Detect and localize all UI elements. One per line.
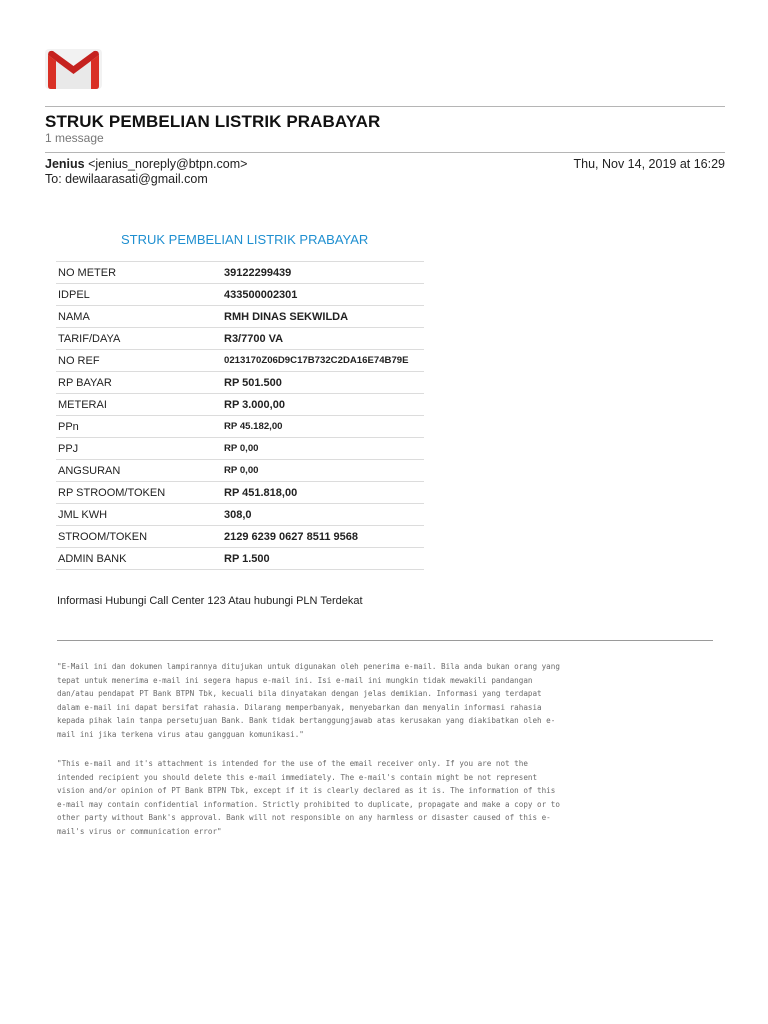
row-value: RMH DINAS SEKWILDA	[222, 306, 424, 328]
table-row	[56, 504, 424, 526]
row-label: RP BAYAR	[56, 372, 222, 394]
table-row	[56, 548, 424, 570]
table-row	[56, 438, 424, 460]
disclaimer-line: kepada pihak lain tanpa persetujuan Bank. Bank tidak bertanggungjawab atas kerusakan yang diakibatkan oleh e-	[57, 716, 556, 726]
message-count: 1 message	[45, 131, 104, 145]
row-label: TARIF/DAYA	[56, 328, 222, 350]
row-label: METERAI	[56, 394, 222, 416]
sender-email[interactable]: <jenius_noreply@btpn.com>	[88, 157, 248, 171]
row-label: PPJ	[56, 438, 222, 460]
disclaimer-line: intended recipient you should delete this e-mail immediately. The e-mail's contain might be not represent	[57, 772, 538, 782]
table-row	[56, 350, 424, 372]
row-label: ANGSURAN	[56, 460, 222, 482]
disclaimer-line: dan/atau pendapat PT Bank BTPN Tbk, kecuali bila dinyatakan dengan jelas demikian. Informasi yang terdapat	[57, 689, 542, 699]
row-value: 308,0	[222, 504, 424, 526]
table-row	[56, 284, 424, 306]
row-value: RP 0,00	[222, 438, 424, 460]
disclaimer-indonesian	[57, 660, 717, 742]
table-row	[56, 416, 424, 438]
row-label: IDPEL	[56, 284, 222, 306]
email-date: Thu, Nov 14, 2019 at 16:29	[573, 157, 725, 171]
disclaimer-line: mail's virus or communication error"	[57, 826, 222, 836]
table-row	[56, 372, 424, 394]
table-row	[56, 482, 424, 504]
row-label: STROOM/TOKEN	[56, 526, 222, 548]
email-subject: STRUK PEMBELIAN LISTRIK PRABAYAR	[45, 112, 381, 131]
disclaimer-line: e-mail may contain confidential information. Strictly prohibited to duplicate, propagate and make a copy or to	[57, 799, 560, 809]
sender-name[interactable]: Jenius	[45, 157, 85, 171]
header-divider-top	[45, 106, 725, 107]
row-label: NAMA	[56, 306, 222, 328]
row-value: 0213170Z06D9C17B732C2DA16E74B79E	[222, 350, 424, 372]
row-value: RP 501.500	[222, 372, 424, 394]
sender-line	[45, 157, 247, 171]
disclaimer-line: vision and/or opinion of PT Bank BTPN Tbk, except if it is clearly declared as it is. The information of this	[57, 786, 556, 796]
table-row	[56, 306, 424, 328]
receipt-title: STRUK PEMBELIAN LISTRIK PRABAYAR	[121, 232, 369, 247]
gmail-logo	[45, 49, 102, 89]
row-value: 39122299439	[222, 262, 424, 284]
row-value: RP 451.818,00	[222, 482, 424, 504]
header-divider-middle	[45, 152, 725, 153]
recipient-line: To: dewilaarasati@gmail.com	[45, 172, 208, 186]
disclaimer-line: "E-Mail ini dan dokumen lampirannya ditujukan untuk digunakan oleh penerima e-mail. Bila anda bukan orang yang	[57, 662, 560, 671]
disclaimer-line: other party without Bank's approval. Bank will not responsible on any harmless or disaster caused of this e-	[57, 813, 551, 823]
call-center-info: Informasi Hubungi Call Center 123 Atau hubungi PLN Terdekat	[57, 595, 363, 607]
row-label: NO METER	[56, 262, 222, 284]
row-label: PPn	[56, 416, 222, 438]
row-value: RP 1.500	[222, 548, 424, 570]
row-value: 433500002301	[222, 284, 424, 306]
table-row	[56, 394, 424, 416]
row-value: R3/7700 VA	[222, 328, 424, 350]
disclaimer-line: "This e-mail and it's attachment is intended for the use of the email receiver only. If you are not the	[57, 759, 528, 768]
row-label: RP STROOM/TOKEN	[56, 482, 222, 504]
row-label: ADMIN BANK	[56, 548, 222, 570]
disclaimer-divider	[57, 640, 713, 641]
receipt-table	[56, 261, 424, 570]
row-label: NO REF	[56, 350, 222, 372]
row-value: RP 45.182,00	[222, 416, 424, 438]
row-value: RP 3.000,00	[222, 394, 424, 416]
row-label: JML KWH	[56, 504, 222, 526]
table-row	[56, 262, 424, 284]
disclaimer-line: dalam e-mail ini dapat bersifat rahasia. Dilarang memperbanyak, menyebarkan dan menyalin informasi rahasia	[57, 702, 542, 712]
table-row	[56, 526, 424, 548]
disclaimer-english	[57, 757, 717, 839]
disclaimer-line: mail ini jika terkena virus atau gangguan komunikasi."	[57, 729, 304, 739]
row-value: 2129 6239 0627 8511 9568	[222, 526, 424, 548]
table-row	[56, 328, 424, 350]
disclaimer-line: tepat untuk menerima e-mail ini segera hapus e-mail ini. Isi e-mail ini mungkin tidak mewakili pandangan	[57, 675, 533, 685]
row-value: RP 0,00	[222, 460, 424, 482]
table-row	[56, 460, 424, 482]
